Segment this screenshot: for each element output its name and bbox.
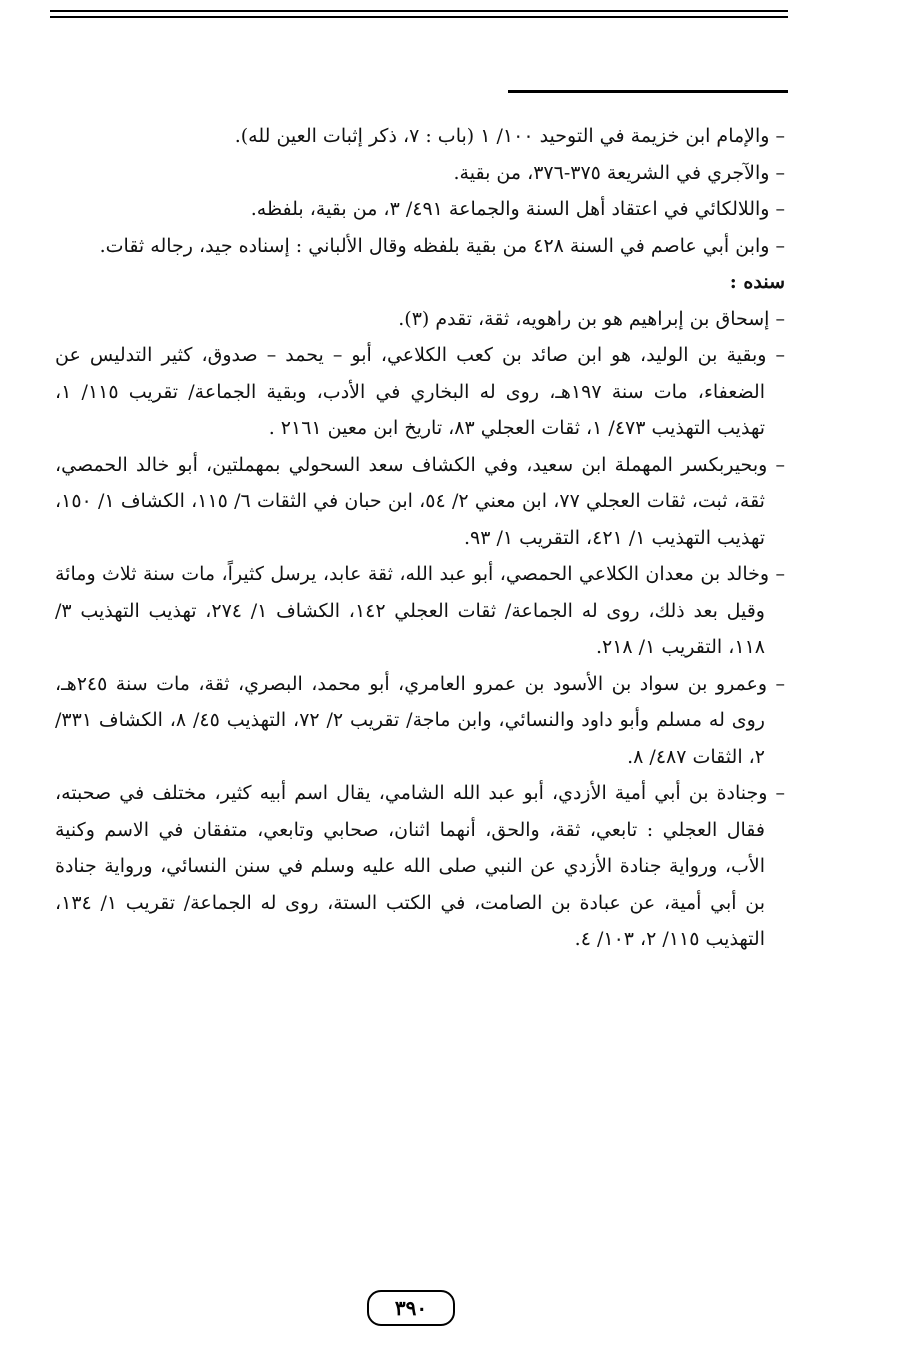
narrator-entry: – وعمرو بن سواد بن الأسود بن عمرو العامري، أبو محمد، البصري، ثقة، مات سنة ٢٤٥هـ، روى له مسلم وأبو داود والنسائي، وابن ماجة/ تقريب ٢/ ٧٢، التهذيب ٤٥/ ٨، الكشاف ٣٣١/ ٢، الثقات ٤٨٧/ ٨. [55,672,785,768]
narrator-entry: – وجنادة بن أبي أمية الأزدي، أبو عبد الله الشامي، يقال اسم أبيه كثير، مختلف في صحبته، فقال العجلي : تابعي، ثقة، والحق، أنهما اثنان، صحابي وتابعي، متفقان في الاسم وكنية الأب، ورواية جنادة الأزدي عن النبي صلى الله عليه وسلم في سنن النسائي، ورواية جنادة بن أبي أمية، عن عبادة بن الصامت، في الكتب الستة، روى له الجماعة/ تقريب ١/ ١٣٤، التهذيب ١١٥/ ٢، ١٠٣/ ٤. [55,782,785,950]
section-heading: سنده : [729,271,785,293]
footnote-text [55,118,785,958]
narrator-entry: – وخالد بن معدان الكلاعي الحمصي، أبو عبد الله، ثقة عابد، يرسل كثيراً، مات سنة ثلاث ومائة وقيل بعد ذلك، روى له الجماعة/ ثقات العجلي ١٤٢، الكشاف ١/ ٢٧٤، تهذيب التهذيب ٣/ ١١٨، التقريب ١/ ٢١٨. [55,563,785,658]
reference-line: – وابن أبي عاصم في السنة ٤٢٨ من بقية بلفظه وقال الألباني : إسناده جيد، رجاله ثقات. [99,234,785,257]
reference-line: – والآجري في الشريعة ٣٧٥-٣٧٦، من بقية. [453,161,785,184]
top-double-rule-lower [50,16,788,18]
page-number: ٣٩٠ [367,1290,455,1326]
narrator-entry: – إسحاق بن إبراهيم هو بن راهويه، ثقة، تقدم (٣). [398,307,785,330]
narrator-entry: – وبحيربكسر المهملة ابن سعيد، وفي الكشاف سعد السحولي بمهملتين، أبو خالد الحمصي، ثقة، ثبت، ثقات العجلي ٧٧، ابن معني ٢/ ٥٤، ابن حبان في الثقات ٦/ ١١٥، الكشاف ١/ ١٥٠، تهذيب التهذيب ١/ ٤٢١، التقريب ١/ ٩٣. [55,453,785,549]
narrator-entry: – وبقية بن الوليد، هو ابن صائد بن كعب الكلاعي، أبو – يحمد – صدوق، كثير التدليس عن الضعفاء، مات سنة ١٩٧هـ، روى له البخاري في الأدب، وبقية الجماعة/ تقريب ١١٥/ ١، تهذيب التهذيب ٤٧٣/ ١، ثقات العجلي ٨٣، تاريخ ابن معين ٢١٦١ . [55,344,785,439]
top-double-rule [50,10,788,12]
reference-line: – واللالكائي في اعتقاد أهل السنة والجماعة ٤٩١/ ٣، من بقية، بلفظه. [250,198,785,220]
reference-line: – والإمام ابن خزيمة في التوحيد ١٠٠/ ١ (باب : ٧، ذكر إثبات العين لله). [234,125,785,147]
footnote-separator-rule [508,90,788,93]
